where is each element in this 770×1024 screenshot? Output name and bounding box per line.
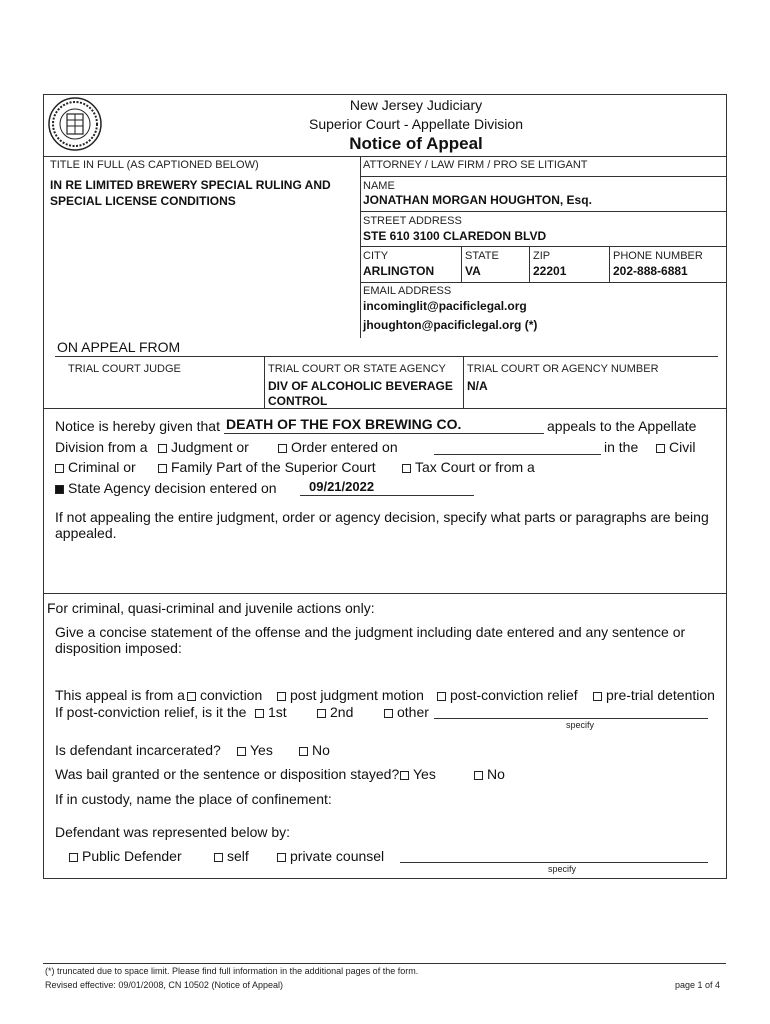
email-label: EMAIL ADDRESS bbox=[363, 285, 452, 297]
concise-statement-text-1: Give a concise statement of the offense and the judgment including date entered and any sentence or bbox=[55, 624, 686, 640]
post-conviction-label: post-conviction relief bbox=[450, 687, 578, 703]
state-agency-checkbox-box[interactable] bbox=[55, 485, 64, 494]
notice-given-suffix: appeals to the Appellate bbox=[547, 418, 697, 434]
zip-label: ZIP bbox=[533, 250, 551, 262]
footer-note: (*) truncated due to space limit. Please find full information in the additional pages of the form. bbox=[45, 966, 419, 976]
conviction-checkbox[interactable] bbox=[187, 687, 262, 703]
state-label: STATE bbox=[465, 250, 499, 262]
city-label: CITY bbox=[363, 250, 389, 262]
in-the-text: in the bbox=[604, 439, 639, 455]
case-title-value-1[interactable]: IN RE LIMITED BREWERY SPECIAL RULING AND bbox=[50, 178, 331, 192]
self-checkbox-box[interactable] bbox=[214, 853, 223, 862]
footer-revised: Revised effective: 09/01/2008, CN 10502 (Notice of Appeal) bbox=[45, 980, 283, 990]
criminal-checkbox[interactable] bbox=[55, 459, 136, 475]
concise-statement-text-2: disposition imposed: bbox=[55, 640, 182, 656]
notice-given-prefix: Notice is hereby given that bbox=[55, 418, 220, 434]
public-defender-checkbox[interactable] bbox=[69, 848, 182, 864]
on-appeal-from-heading: ON APPEAL FROM bbox=[57, 339, 181, 355]
phone-field[interactable]: 202-888-6881 bbox=[613, 264, 688, 278]
second-checkbox[interactable] bbox=[317, 704, 353, 720]
page-title: Notice of Appeal bbox=[349, 134, 483, 153]
state-agency-label: State Agency decision entered on bbox=[68, 480, 277, 496]
criminal-section-heading: For criminal, quasi-criminal and juvenile actions only: bbox=[47, 600, 375, 616]
self-label: self bbox=[227, 848, 249, 864]
email-field-1[interactable]: incominglit@pacificlegal.org bbox=[363, 299, 527, 313]
pre-trial-label: pre-trial detention bbox=[606, 687, 715, 703]
other-label: other bbox=[397, 704, 429, 720]
appeal-from-text: This appeal is from a bbox=[55, 687, 185, 703]
incarcerated-no-checkbox-box[interactable] bbox=[299, 747, 308, 756]
conviction-label: conviction bbox=[200, 687, 263, 703]
case-title-value-2[interactable]: SPECIAL LICENSE CONDITIONS bbox=[50, 194, 236, 208]
other-checkbox[interactable] bbox=[384, 704, 429, 720]
name-field[interactable]: JONATHAN MORGAN HOUGHTON, Esq. bbox=[363, 193, 592, 207]
attorney-section-label: ATTORNEY / LAW FIRM / PRO SE LITIGANT bbox=[363, 159, 588, 171]
second-checkbox-box[interactable] bbox=[317, 709, 326, 718]
public-defender-label: Public Defender bbox=[82, 848, 182, 864]
order-label: Order entered on bbox=[291, 439, 398, 455]
incarcerated-yes-label: Yes bbox=[250, 742, 273, 758]
family-part-checkbox-box[interactable] bbox=[158, 464, 167, 473]
order-checkbox-box[interactable] bbox=[278, 444, 287, 453]
other-specify-field[interactable] bbox=[434, 718, 708, 719]
phone-label: PHONE NUMBER bbox=[613, 250, 703, 262]
agency-field-1[interactable]: DIV OF ALCOHOLIC BEVERAGE bbox=[268, 379, 453, 393]
state-agency-checkbox[interactable] bbox=[55, 480, 277, 496]
post-judgment-checkbox[interactable] bbox=[277, 687, 424, 703]
criminal-checkbox-box[interactable] bbox=[55, 464, 64, 473]
bail-no-checkbox-box[interactable] bbox=[474, 771, 483, 780]
private-counsel-checkbox-box[interactable] bbox=[277, 853, 286, 862]
order-checkbox[interactable] bbox=[278, 439, 398, 455]
incarcerated-yes-checkbox[interactable] bbox=[237, 742, 273, 758]
city-field[interactable]: ARLINGTON bbox=[363, 264, 435, 278]
second-label: 2nd bbox=[330, 704, 354, 720]
trial-judge-label: TRIAL COURT JUDGE bbox=[68, 363, 181, 375]
pre-trial-checkbox[interactable] bbox=[593, 687, 715, 703]
criminal-label: Criminal or bbox=[68, 459, 136, 475]
family-part-label: Family Part of the Superior Court bbox=[171, 459, 376, 475]
agency-number-field[interactable]: N/A bbox=[467, 379, 488, 393]
email-field-2[interactable]: jhoughton@pacificlegal.org (*) bbox=[363, 318, 538, 332]
post-conviction-checkbox-box[interactable] bbox=[437, 692, 446, 701]
bail-yes-checkbox-box[interactable] bbox=[400, 771, 409, 780]
bail-yes-checkbox[interactable] bbox=[400, 766, 436, 782]
partial-appeal-text-2: appealed. bbox=[55, 525, 117, 541]
pre-trial-checkbox-box[interactable] bbox=[593, 692, 602, 701]
name-label: NAME bbox=[363, 180, 395, 192]
tax-court-checkbox-box[interactable] bbox=[402, 464, 411, 473]
private-counsel-checkbox[interactable] bbox=[277, 848, 384, 864]
incarcerated-text: Is defendant incarcerated? bbox=[55, 742, 221, 758]
civil-label: Civil bbox=[669, 439, 696, 455]
family-part-checkbox[interactable] bbox=[158, 459, 376, 475]
incarcerated-yes-checkbox-box[interactable] bbox=[237, 747, 246, 756]
page-number: page 1 of 4 bbox=[675, 980, 721, 990]
case-title-label: TITLE IN FULL (AS CAPTIONED BELOW) bbox=[50, 159, 259, 171]
division-from-text: Division from a bbox=[55, 439, 148, 455]
agency-number-label: TRIAL COURT OR AGENCY NUMBER bbox=[467, 363, 659, 375]
first-checkbox-box[interactable] bbox=[255, 709, 264, 718]
agency-field-2[interactable]: CONTROL bbox=[268, 394, 328, 408]
agency-label: TRIAL COURT OR STATE AGENCY bbox=[268, 363, 446, 375]
civil-checkbox-box[interactable] bbox=[656, 444, 665, 453]
counsel-specify-field[interactable] bbox=[400, 862, 708, 863]
tax-court-label: Tax Court or from a bbox=[415, 459, 535, 475]
civil-checkbox[interactable] bbox=[656, 439, 695, 455]
judgment-checkbox[interactable] bbox=[158, 439, 249, 455]
bail-text: Was bail granted or the sentence or disposition stayed? bbox=[55, 766, 400, 782]
private-counsel-label: private counsel bbox=[290, 848, 385, 864]
order-date-field[interactable] bbox=[434, 454, 601, 455]
judgment-checkbox-box[interactable] bbox=[158, 444, 167, 453]
if-pcr-text: If post-conviction relief, is it the bbox=[55, 704, 247, 720]
decision-date-field[interactable]: 09/21/2022 bbox=[309, 479, 375, 494]
bail-no-label: No bbox=[487, 766, 505, 782]
state-field[interactable]: VA bbox=[465, 264, 481, 278]
first-checkbox[interactable] bbox=[255, 704, 287, 720]
post-judgment-label: post judgment motion bbox=[290, 687, 424, 703]
judgment-label: Judgment or bbox=[171, 439, 249, 455]
first-label: 1st bbox=[268, 704, 287, 720]
incarcerated-no-label: No bbox=[312, 742, 330, 758]
self-checkbox[interactable] bbox=[214, 848, 249, 864]
post-conviction-checkbox[interactable] bbox=[437, 687, 578, 703]
appellant-field[interactable]: DEATH OF THE FOX BREWING CO. bbox=[226, 416, 462, 432]
zip-field[interactable]: 22201 bbox=[533, 264, 567, 278]
partial-appeal-text-1: If not appealing the entire judgment, order or agency decision, specify what parts or paragraphs are being bbox=[55, 509, 709, 525]
custody-text: If in custody, name the place of confinement: bbox=[55, 791, 332, 807]
specify-caption-2: specify bbox=[548, 864, 577, 874]
header-line2: Superior Court - Appellate Division bbox=[309, 116, 523, 132]
incarcerated-no-checkbox[interactable] bbox=[299, 742, 330, 758]
public-defender-checkbox-box[interactable] bbox=[69, 853, 78, 862]
street-label: STREET ADDRESS bbox=[363, 215, 462, 227]
bail-yes-label: Yes bbox=[413, 766, 436, 782]
other-checkbox-box[interactable] bbox=[384, 709, 393, 718]
post-judgment-checkbox-box[interactable] bbox=[277, 692, 286, 701]
represented-text: Defendant was represented below by: bbox=[55, 824, 291, 840]
header-line1: New Jersey Judiciary bbox=[349, 97, 483, 113]
tax-court-checkbox[interactable] bbox=[402, 459, 535, 475]
specify-caption-1: specify bbox=[566, 720, 595, 730]
bail-no-checkbox[interactable] bbox=[474, 766, 505, 782]
conviction-checkbox-box[interactable] bbox=[187, 692, 196, 701]
street-field[interactable]: STE 610 3100 CLAREDON BLVD bbox=[363, 229, 547, 243]
